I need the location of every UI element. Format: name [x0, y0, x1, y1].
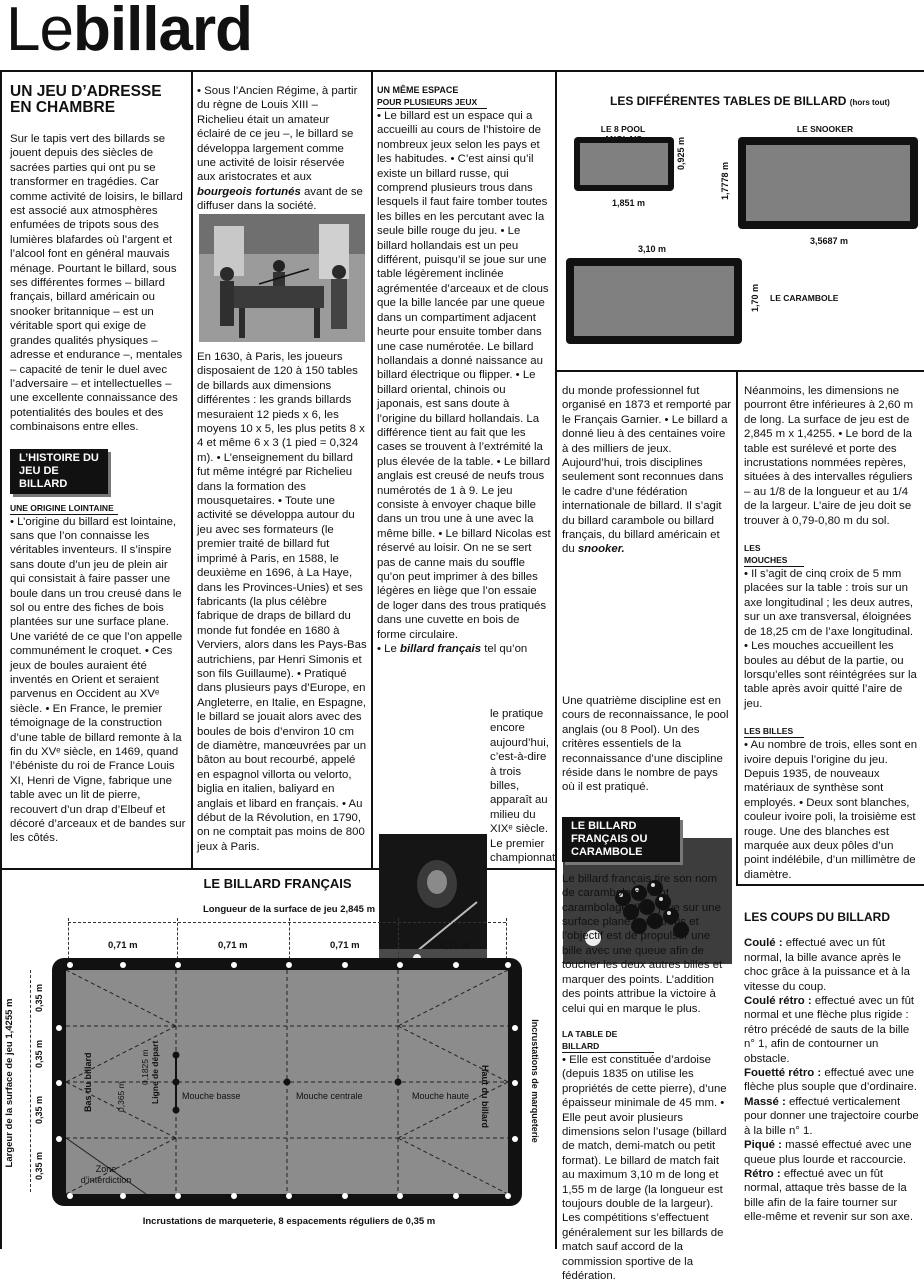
diamond-marker — [512, 1080, 518, 1086]
coup-desc: effectué avec un fût normal et une flèche plus rigide : rétro précédé de sauts de la bille n° 1, afin de contourner un obstacle. — [744, 995, 915, 1065]
diamond-marker — [56, 1136, 62, 1142]
coups-rule — [736, 884, 924, 886]
column-4-lower — [562, 694, 732, 1283]
coups-section — [744, 910, 920, 1225]
table-subheading: LA TABLE DE BILLARD — [562, 1028, 654, 1053]
length-label: Longueur de la surface de jeu 2,845 m — [202, 904, 376, 915]
col4-text3: Le billard français tire son nom de carambole du mot carambolage. Il se joue sur une surface plane sans trous et l’objectif est de propulser une bille avec une queue afin de toucher les deux autres billes et marquer des points. L’addition des points attribue la victoire à celui qui en marque le plus. — [562, 872, 723, 1015]
tables-heading: LES DIFFÉRENTES TABLES DE BILLARD (hors tout) — [610, 94, 890, 108]
coup-name: Massé : — [744, 1095, 786, 1108]
pool-height: 0,925 m — [676, 136, 686, 170]
width-label: Largeur de la surface de jeu 1,4255 m — [4, 998, 15, 1168]
length-dim-line — [68, 922, 506, 923]
row-label: 0,35 m — [34, 1095, 44, 1124]
coup-name: Fouetté rétro : — [744, 1067, 822, 1080]
coup-name: Coulé : — [744, 937, 783, 950]
col4-text4: • Elle est constituée d’ardoise (depuis 1835 on utilise les propriétés de cette pierre), d’une épaisseur minimale de 45 mm. • Elle peut avoir plusieurs dimensions selon l’usage (billard de match, demi-match ou petit format). Le billard de match fait au maximum 3,10 m de long et 1,55 m de large (la longueur est toujours double de la largeur). Les compétitions s’effectuent généralement sur les billards de match sauf accord de la commission sportive de la fédération. — [562, 1053, 727, 1282]
diamond-marker — [397, 962, 403, 968]
diamond-marker — [56, 1080, 62, 1086]
left-rule — [0, 70, 2, 1249]
origin-subheading: UNE ORIGINE LOINTAINE — [10, 502, 118, 515]
pool-table — [574, 137, 674, 191]
coup-item — [744, 936, 920, 994]
coup-name: Coulé rétro : — [744, 995, 812, 1008]
zone-label: Zone d’interdiction — [80, 1164, 132, 1185]
row-label: 0,35 m — [34, 1151, 44, 1180]
snooker-term: snooker. — [577, 543, 625, 556]
col3-french-rest: le pratique encore aujourd’hui, c’est-à-dire à trois billes, apparaît au milieu du XIXᵉ siècle. Le premier championnat — [490, 708, 556, 865]
coup-item — [744, 1167, 920, 1225]
coup-item — [744, 1066, 920, 1095]
mouches-subheading: LES MOUCHES — [744, 542, 804, 567]
coup-name: Rétro : — [744, 1167, 781, 1180]
pool-width: 1,851 m — [612, 198, 646, 208]
incrustations-bottom-label: Incrustations de marqueterie, 8 espacements réguliers de 0,35 m — [142, 1216, 436, 1227]
bourgeois-term: bourgeois fortunés — [197, 185, 301, 198]
diamond-marker — [342, 962, 348, 968]
column-4 — [562, 384, 732, 557]
snooker-width: 3,5687 m — [810, 236, 849, 246]
coup-desc: massé effectué avec une queue plus lourde et raccourcie. — [744, 1139, 912, 1166]
col4-text1: du monde professionnel fut organisé en 1873 et remporté par le Français Garnier. • Le billard a donné lieu à des centaines voire à des milliers de jeux. Aujourd’hui, trois disciplines seulement sont reconnues dans le cadre d’une fédération internationale de billard. Il s’agit du billard carambole ou billard français, du billard américain et du snooker. — [562, 385, 732, 556]
col1-intro: Sur le tapis vert des billards se jouent depuis des siècles de sacrées parties qui ont pu se transformer en tragédies. Car comme activité de loisirs, le billard est associé aux atmosphères enfumées de tripots sous des lumières blafardes où l’argent et l’alcool font en général mauvais ménage. Pourtant le billard, sous ses différentes formes – billard français, billard américain ou snooker britannique – est un véritable sport qui exige de grandes qualités physiques – adresse et endurance –, mentales – capacité de tenir le duel avec l’adversaire – et intellectuelles – une excellente connaissance des potentialités des boules et des combinaisons entre elles. — [10, 133, 183, 434]
historic-billiard-illustration — [199, 214, 365, 342]
diamond-marker — [286, 962, 292, 968]
col1-heading: UN JEU D’ADRESSE EN CHAMBRE — [10, 83, 162, 116]
coup-name: Piqué : — [744, 1139, 782, 1152]
ligne-label: Ligne de départ — [150, 1040, 160, 1104]
snooker-height: 1,7778 m — [720, 161, 730, 200]
coups-list — [744, 936, 920, 1224]
carambole-box-heading: LE BILLARD FRANÇAIS OU CARAMBOLE — [562, 817, 680, 862]
mouche-haute-label: Mouche haute — [412, 1091, 470, 1101]
diagram-title: LE BILLARD FRANÇAIS — [203, 876, 352, 891]
coup-item — [744, 994, 920, 1066]
title-part1: Le — [6, 0, 73, 64]
snooker-label: LE SNOOKER — [796, 124, 854, 134]
diamond-marker — [453, 1193, 459, 1199]
seg-label: 0,71 m — [330, 940, 360, 951]
col3-rule — [555, 70, 557, 1249]
col3-text: • Le billard est un espace qui a accueilli au cours de l’histoire de nombreux jeux selon les pays et les habitudes. • C’est ainsi qu’il existe un billard russe, qui comprend plusieurs trous dans lesquels il faut faire tomber toutes les billes en les percutant avec la seule bille rouge du jeu. • Le billard hollandais est un peu différent, puisqu’il se joue sur une table légèrement inclinée agrémentée d’arceaux et de clous que la bille lancée par une queue dans un compartiment adjacent heurte pour ensuite tomber dans une case numérotée. Le billard hollandais a donné naissance au billard électrique ou flipper. • Le billard oriental, chinois ou japonais, est sans doute à l’origine du billard hollandais. La différence tient au fait que les cases se trouvent à l’extrémité la plus élevée de la table. • Le billard anglais est creusé de neufs trous numérotés de 1 à 9. Le jeu consiste à envoyer chaque bille dans un trou une à une avec la même bille. • Le billard Nicolas est réservé au loisir. On ne se sert pas de canne mais du souffle qu’on peut imprimer à des billes légères en liège que l’on essaie de loger dans des trous pratiqués dans une cuvette en bois de forme circulaire. — [377, 110, 551, 641]
coup-desc: effectué avec un fût normal, la bille avance après le choc grâce à la puissance et à la vitesse du coup. — [744, 937, 910, 993]
col3-french-rest-box — [490, 707, 556, 865]
top-rule — [0, 70, 924, 72]
col2-part2: En 1630, à Paris, les joueurs disposaient de 120 à 150 tables de billards aux dimensions différentes : les grands billards mesuraient 12 pieds x 6, les moyens 10 x 5, les plus petits 8 x 4 et même 6 x 3 (1 pied = 0,324 m). • L’enseignement du billard fut même intégré par Richelieu dans la formation des mousquetaires. • Toute une activité se développa autour du jeu avec ses formateurs (le premier traité de billard fut imprimé à Paris, en 1588, le deuxième en 1696, à La Haye, dans les Provinces-Unies) et ses fabricants (la plus célèbre fabrique de draps de billard du monde fut fondée en 1680 à Verviers, alors dans les Pays-Bas autrichiens, par Henri Simonis et son fils Guillaume). • Pratiqué dans plusieurs pays d’Europe, en Angleterre, en Italie, en Espagne, le billard se jouait alors avec des boules de bois d’environ 10 cm de diamètre, manœuvrées par un bâton au bout recourbé, appelé en espagnol villorta ou velorto, biglia en italien, baliyard en anglais et libard en français. • Au début de la Révolution, en 1790, on ne comptait pas moins de 800 jeux à Paris. — [197, 351, 367, 853]
coup-item — [744, 1138, 920, 1167]
column-2-lower — [197, 350, 367, 854]
space-heading-1: UN MÊME ESPACE — [377, 85, 459, 95]
col4-text2: Une quatrième discipline est en cours de reconnaissance, le pool anglais (ou 8 Pool). Un des critères essentiels de la reconnaissance d’une discipline réside dans le nombre de pays où il est pratiqué. — [562, 695, 729, 794]
diamond-marker — [505, 962, 511, 968]
snooker-table — [738, 137, 918, 229]
width-dim-line — [30, 970, 31, 1192]
tables-rule — [555, 370, 924, 372]
diamond-marker — [231, 1193, 237, 1199]
diamond-marker — [67, 962, 73, 968]
history-text: • L’origine du billard est lointaine, sans que l’on connaisse les véritables inventeurs. Il s’inspire sans doute d’un jeu de plein air qui consistait à faire passer une boule dans un trou creusé dans le sol ou entre des fiches de bois plantées sur une surface plane. Une variété de ce que l’on appelle communément le croquet. • Ces jeux de boules auraient été inventés en Orient et seraient parvenus en Occident au XVᵉ siècle. • En France, le premier témoignage de la construction d’une table de billard remonte à la fin du XVᵉ siècle, en 1469, quand l’ébéniste du roi de France Louis XI, Henri de Vigne, fabrique une table avec un lit de pierre, recouvert d’un drap d’Elbeuf et décoré d’arceaux et de bandes sur les côtés. — [10, 515, 186, 845]
mouches-text: • Il s’agit de cinq croix de 5 mm placées sur la table : trois sur un axe longitudinal ; les deux autres, sur un axe transversal, éloignées de 18,25 cm de l’axe longitudinal. • Les mouches accueillent les boules au début de la partie, ou lorsqu’elles sont réintégrées sur la table après avoir quitté l’aire de jeu. — [744, 568, 917, 710]
diamond-marker — [512, 1136, 518, 1142]
col4-rule — [736, 370, 738, 885]
history-box-heading: L’HISTOIRE DU JEU DE BILLARD — [10, 449, 108, 494]
column-1 — [10, 84, 186, 846]
column-3 — [377, 84, 551, 656]
diamond-marker — [56, 1025, 62, 1031]
row-label: 0,35 m — [34, 1039, 44, 1068]
carambole-width: 3,10 m — [638, 244, 667, 254]
carambole-table — [566, 258, 742, 344]
coup-desc: effectué avec un fût normal, attaque très basse de la bille afin de la faire tourner sur elle-même et revenir sur son axe. — [744, 1167, 914, 1224]
diamond-marker — [175, 1193, 181, 1199]
billard-francais-term: billard français — [400, 643, 482, 656]
diamond-marker — [120, 962, 126, 968]
diamond-marker — [512, 1025, 518, 1031]
mouche-basse-label: Mouche basse — [182, 1091, 241, 1101]
coups-heading: LES COUPS DU BILLARD — [744, 910, 891, 924]
space-heading-2: POUR PLUSIEURS JEUX — [377, 96, 487, 109]
col3-french-intro: • Le billard français tel qu’on — [377, 643, 528, 656]
col5-text1: Néanmoins, les dimensions ne pourront être inférieures à 2,60 m de long. La surface de jeu est de 2,845 m x 1,4255. • Le bord de la table est surélevé et porte des incrustations nommées repères, situées à des intervalles réguliers – au 1/8 de la longueur et au 1/4 de la largeur. L’aire de jeu doit se trouver à 0,79-0,80 m du sol. — [744, 385, 914, 527]
col1-rule — [191, 70, 193, 868]
diamond-marker — [342, 1193, 348, 1199]
seg-label: 0,71 m — [440, 940, 470, 951]
seg-label: 0,71 m — [218, 940, 248, 951]
coup-desc: effectué avec une flèche plus souple que d’ordinaire. — [744, 1067, 917, 1094]
col2-part1: • Sous l’Ancien Régime, à partir du règne de Louis XIII – Richelieu était un amateur éclairé de ce jeu –, le billard se développa largement comme une activité de loisir réservée aux aristocrates et aux bourgeois fortunés avant de se diffuser dans la société. — [197, 85, 363, 213]
col2-rule — [371, 70, 373, 868]
diamond-marker — [397, 1193, 403, 1199]
carambole-label: LE CARAMBOLE — [770, 293, 839, 303]
diamond-marker — [231, 962, 237, 968]
diamond-marker — [175, 962, 181, 968]
bas-label: Bas du billard — [83, 1052, 93, 1112]
mouche-centrale-label: Mouche centrale — [296, 1091, 363, 1101]
carambole-height: 1,70 m — [750, 283, 760, 312]
coup-item — [744, 1095, 920, 1138]
billes-text: • Au nombre de trois, elles sont en ivoire depuis l’origine du jeu. Depuis 1935, de nouveaux matériaux de synthèse sont employés. • Deux sont blanches, couleur ivoire poli, la troisième est rouge. Une des blanches est marquée aux deux pôles d’un point indélébile, d’un millimètre de diamètre. — [744, 739, 918, 881]
diamond-marker — [67, 1193, 73, 1199]
coup-desc: effectué verticalement pour donner une trajectoire courbe à la bille n° 1. — [744, 1095, 919, 1137]
page-title — [6, 0, 252, 66]
row-label: 0,35 m — [34, 983, 44, 1012]
incrustations-right-label: Incrustations de marqueterie — [530, 1019, 540, 1143]
seg-label: 0,71 m — [108, 940, 138, 951]
playing-surface — [66, 970, 508, 1194]
haut-label: Haut du billard — [480, 1065, 490, 1128]
title-part2: billard — [72, 0, 252, 64]
d365-label: 0,365 m — [116, 1081, 126, 1112]
diamond-marker — [453, 962, 459, 968]
pool-label: LE 8 POOL — [600, 124, 646, 134]
billes-subheading: LES BILLES — [744, 725, 804, 738]
diamond-marker — [286, 1193, 292, 1199]
d1825-label: 0,1825 m — [140, 1049, 150, 1085]
diamond-marker — [505, 1193, 511, 1199]
column-2 — [197, 84, 365, 214]
column-5 — [744, 384, 920, 882]
diamond-marker — [120, 1193, 126, 1199]
